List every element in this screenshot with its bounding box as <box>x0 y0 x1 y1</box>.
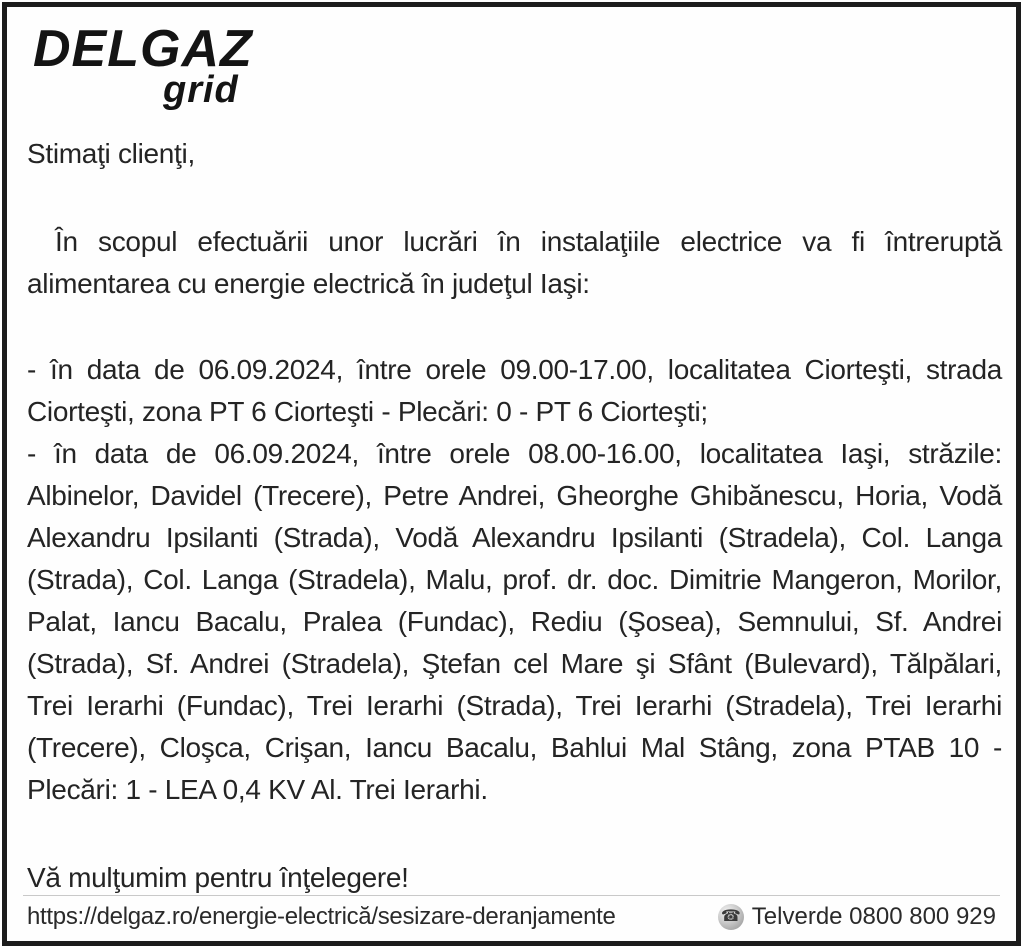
closing-text: Vă mulţumim pentru înţelegere! <box>27 862 409 893</box>
salutation-text: Stimaţi clienţi, <box>27 138 195 169</box>
intro-paragraph: În scopul efectuării unor lucrări în instalaţiile electrice va fi întreruptă alimentarea cu energie electrică în judeţul Iaşi: <box>27 226 1002 299</box>
footer-bar <box>23 895 1000 935</box>
footer-url-link[interactable]: https://delgaz.ro/energie-electrică/sesizare-deranjamente <box>27 903 616 930</box>
telverde-phone-number: Telverde 0800 800 929 <box>751 903 996 930</box>
announcement-frame <box>2 2 1021 946</box>
logo-sub-text: grid <box>162 69 239 111</box>
telephone-icon: ☎ <box>718 904 744 930</box>
outage-item-iasi: - în data de 06.09.2024, între orele 08.00-16.00, localitatea Iaşi, străzile: Albinelor, Davidel (Trecere), Petre Andrei, Gheorghe Ghibănescu, Horia, Vodă Alexandru Ipsilanti (Strada), Vodă Alexandru Ipsilanti (Stradela), Col. Langa (Strada), Col. Langa (Stradela), Malu, prof. dr. doc. Dimitrie Mangeron, Morilor, Palat, Iancu Bacalu, Pralea (Fundac), Rediu (Şosea), Semnului, Sf. Andrei (Strada), Sf. Andrei (Stradela), Ştefan cel Mare şi Sfânt (Bulevard), Tălpălari, Trei Ierarhi (Fundac), Trei Ierarhi (Strada), Trei Ierarhi (Stradela), Trei Ierarhi (Trecere), Cloşca, Crişan, Iancu Bacalu, Bahlui Mal Stâng, zona PTAB 10 - Plecări: 1 - LEA 0,4 KV Al. Trei Ierarhi. <box>27 438 1002 805</box>
footer-phone-group <box>718 903 996 931</box>
logo-brand-text: DELGAZ <box>33 20 253 78</box>
delgaz-grid-logo <box>33 20 253 111</box>
outage-item-ciortesti: - în data de 06.09.2024, între orele 09.00-17.00, localitatea Ciorteşti, strada Ciorteşti, zona PT 6 Ciorteşti - Plecări: 0 - PT 6 Ciorteşti; <box>27 354 1002 427</box>
outage-list <box>21 349 1002 811</box>
